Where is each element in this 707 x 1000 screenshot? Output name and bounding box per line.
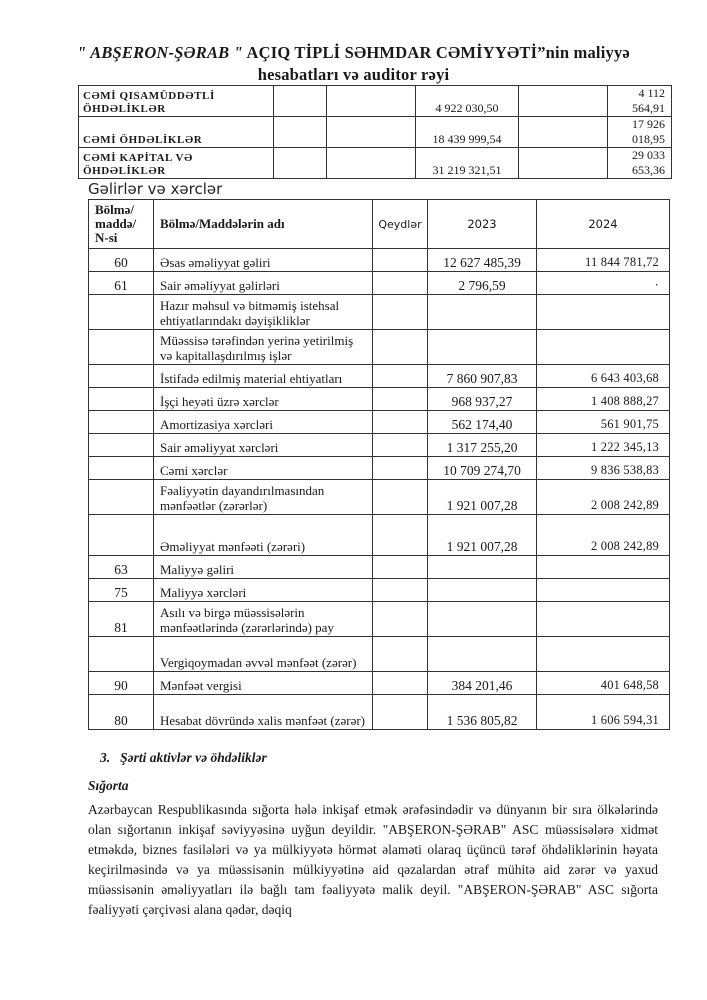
empty-cell (327, 86, 416, 117)
row-label: CƏMİ ÖHDƏLİKLƏR (79, 117, 274, 148)
row-code (89, 457, 154, 480)
table-row (79, 148, 672, 179)
row-code: 81 (89, 602, 154, 637)
row-code (89, 330, 154, 365)
value-2023: 1 921 007,28 (428, 480, 537, 515)
value-2023: 1 317 255,20 (428, 434, 537, 457)
table-row (89, 556, 670, 579)
row-name: İşçi heyəti üzrə xərclər (154, 388, 373, 411)
table-row (79, 86, 672, 117)
value-2023: 968 937,27 (428, 388, 537, 411)
table-row (89, 602, 670, 637)
row-notes (373, 295, 428, 330)
insurance-subheading: Sığorta (88, 778, 129, 793)
table-row (89, 365, 670, 388)
row-notes (373, 411, 428, 434)
page-title (0, 42, 707, 86)
value-2024 (537, 330, 670, 365)
row-name: Əsas əməliyyat gəliri (154, 249, 373, 272)
empty-cell (519, 148, 608, 179)
table-row (89, 515, 670, 556)
row-name: Maliyyə gəliri (154, 556, 373, 579)
empty-cell (327, 117, 416, 148)
row-notes (373, 434, 428, 457)
value-2024: 9 836 538,83 (537, 457, 670, 480)
page-title-line-2: hesabatları və auditor rəyi (257, 65, 450, 84)
value-2023 (428, 602, 537, 637)
value-2024: · (537, 272, 670, 295)
row-code (89, 637, 154, 672)
row-code (89, 365, 154, 388)
empty-cell (519, 86, 608, 117)
value-2024: 1 222 345,13 (537, 434, 670, 457)
income-expense-heading: Gəlirlər və xərclər (88, 180, 223, 198)
value-2023 (428, 637, 537, 672)
row-code (89, 411, 154, 434)
row-code: 60 (89, 249, 154, 272)
value-2024: 11 844 781,72 (537, 249, 670, 272)
value-2024: 2 008 242,89 (537, 480, 670, 515)
table-row (89, 672, 670, 695)
table-row (89, 249, 670, 272)
row-code: 75 (89, 579, 154, 602)
row-code: 61 (89, 272, 154, 295)
company-name: " ABŞERON-ŞƏRAB " (77, 43, 244, 62)
value-2023 (428, 556, 537, 579)
value-2024: 1 606 594,31 (537, 695, 670, 730)
value-2024 (537, 556, 670, 579)
table-row (89, 388, 670, 411)
title-text: AÇIQ TİPLİ SƏHMDAR CƏMİYYƏTİ”nin maliyyə (243, 43, 630, 62)
row-label: CƏMİ QISAMÜDDƏTLİ ÖHDƏLİKLƏR (79, 86, 274, 117)
row-notes (373, 249, 428, 272)
row-notes (373, 672, 428, 695)
empty-cell (274, 86, 327, 117)
table-row (89, 695, 670, 730)
value-2024: 561 901,75 (537, 411, 670, 434)
value-2024: 401 648,58 (537, 672, 670, 695)
row-notes (373, 556, 428, 579)
value-2024: 29 033 653,36 (608, 148, 672, 179)
row-notes (373, 480, 428, 515)
row-code: 63 (89, 556, 154, 579)
value-2024: 6 643 403,68 (537, 365, 670, 388)
value-2023: 1 536 805,82 (428, 695, 537, 730)
row-name: Sair əməliyyat xərcləri (154, 434, 373, 457)
value-2023: 562 174,40 (428, 411, 537, 434)
row-notes (373, 579, 428, 602)
value-2023: 12 627 485,39 (428, 249, 537, 272)
row-name: Fəaliyyətin dayandırılmasından mənfəətlər (zərərlər) (154, 480, 373, 515)
row-name: Müəssisə tərəfindən yerinə yetirilmiş və kapitallaşdırılmış işlər (154, 330, 373, 365)
row-notes (373, 388, 428, 411)
empty-cell (274, 117, 327, 148)
row-name: Əməliyyat mənfəəti (zərəri) (154, 515, 373, 556)
row-name: Sair əməliyyat gəlirləri (154, 272, 373, 295)
row-label: CƏMİ KAPİTAL VƏ ÖHDƏLİKLƏR (79, 148, 274, 179)
column-header-2024: 2024 (537, 200, 670, 249)
value-2023: 2 796,59 (428, 272, 537, 295)
value-2024 (537, 637, 670, 672)
row-code (89, 515, 154, 556)
table-row (89, 637, 670, 672)
value-2023 (428, 579, 537, 602)
row-notes (373, 515, 428, 556)
empty-cell (274, 148, 327, 179)
table-header-row (89, 200, 670, 249)
column-header-notes: Qeydlər (373, 200, 428, 249)
row-notes (373, 457, 428, 480)
table-row (89, 480, 670, 515)
empty-cell (327, 148, 416, 179)
value-2023: 18 439 999,54 (416, 117, 519, 148)
row-name: Asılı və birgə müəssisələrin mənfəətlərində (zərərlərində) pay (154, 602, 373, 637)
value-2024: 4 112 564,91 (608, 86, 672, 117)
row-code (89, 480, 154, 515)
table-row (89, 272, 670, 295)
row-notes (373, 330, 428, 365)
note-title: Şərti aktivlər və öhdəliklər (120, 750, 267, 765)
value-2024: 17 926 018,95 (608, 117, 672, 148)
table-row (89, 330, 670, 365)
row-name: Hazır məhsul və bitməmiş istehsal ehtiyatlarındakı dəyişikliklər (154, 295, 373, 330)
value-2023: 384 201,46 (428, 672, 537, 695)
value-2023: 4 922 030,50 (416, 86, 519, 117)
value-2023 (428, 295, 537, 330)
row-name: İstifadə edilmiş material ehtiyatları (154, 365, 373, 388)
row-notes (373, 365, 428, 388)
column-header-code: Bölmə/ maddə/ N-si (89, 200, 154, 249)
row-code (89, 388, 154, 411)
row-name: Cəmi xərclər (154, 457, 373, 480)
row-name: Amortizasiya xərcləri (154, 411, 373, 434)
table-row (89, 411, 670, 434)
note-heading (100, 750, 267, 766)
column-header-2023: 2023 (428, 200, 537, 249)
row-name: Maliyyə xərcləri (154, 579, 373, 602)
row-code: 90 (89, 672, 154, 695)
row-name: Hesabat dövründə xalis mənfəət (zərər) (154, 695, 373, 730)
value-2023: 10 709 274,70 (428, 457, 537, 480)
value-2023: 31 219 321,51 (416, 148, 519, 179)
table-row (89, 295, 670, 330)
value-2023: 1 921 007,28 (428, 515, 537, 556)
row-name: Mənfəət vergisi (154, 672, 373, 695)
value-2024: 2 008 242,89 (537, 515, 670, 556)
table-row (89, 579, 670, 602)
row-code: 80 (89, 695, 154, 730)
value-2024 (537, 295, 670, 330)
page-title-line-1 (0, 42, 707, 64)
row-name: Vergiqoymadan əvvəl mənfəət (zərər) (154, 637, 373, 672)
row-notes (373, 637, 428, 672)
row-notes (373, 272, 428, 295)
income-expense-table (88, 199, 670, 730)
value-2024: 1 408 888,27 (537, 388, 670, 411)
insurance-paragraph: Azərbaycan Respublikasında sığorta hələ inkişaf etmək ərəfəsindədir və dünyanın bir sıra ölkələrində olan sığortanın inkişaf səviyyəsinə uyğun deyildir. "ABŞERON-ŞƏRAB" ASC müəssisələrə xidmət etməkdə, biznes fasilələri və ya mülkiyyətə hörmət əlaməti olaraq üçüncü tərəf öhdəliklərinin həyata keçirilməsində və ya müəssisənin mülkiyyətinə aid qəzalardan ətraf mühitə aid zərər və yaxud müəssisənin əməliyyatları ilə bağlı tam fəaliyyətə malik deyil. "ABŞERON-ŞƏRAB" ASC sığorta fəaliyyəti çərçivəsi alana qədər, dəqiq (88, 802, 658, 917)
value-2023 (428, 330, 537, 365)
note-number: 3. (100, 750, 111, 765)
balance-summary-table (78, 85, 672, 179)
value-2024 (537, 602, 670, 637)
value-2023: 7 860 907,83 (428, 365, 537, 388)
table-row (89, 457, 670, 480)
table-row (79, 117, 672, 148)
row-notes (373, 695, 428, 730)
row-notes (373, 602, 428, 637)
column-header-name: Bölmə/Maddələrin adı (154, 200, 373, 249)
value-2024 (537, 579, 670, 602)
row-code (89, 434, 154, 457)
row-code (89, 295, 154, 330)
table-row (89, 434, 670, 457)
empty-cell (519, 117, 608, 148)
